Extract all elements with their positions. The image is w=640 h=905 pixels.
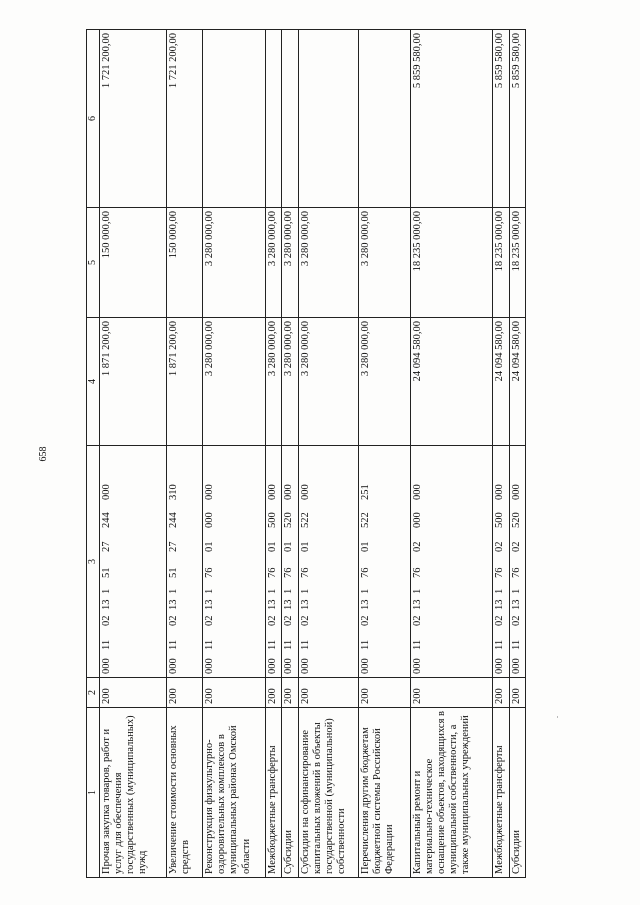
code-segment: 000 — [412, 658, 424, 674]
code-segment: 522 — [299, 512, 311, 528]
code-segment: 13 — [167, 599, 179, 610]
row-name-cell: Субсидии — [509, 708, 525, 878]
code-segment: 1 — [167, 588, 179, 594]
code-segment: 13 — [267, 599, 279, 610]
code-segment: 522 — [360, 512, 372, 528]
header-col-4: 4 — [87, 318, 100, 446]
row-name-cell: Субсидии — [282, 708, 298, 878]
budget-table-region — [86, 30, 526, 878]
code-segment: 13 — [100, 599, 112, 610]
budget-table — [86, 29, 526, 878]
row-admin-cell: 200 — [282, 678, 298, 708]
code-segment: 02 — [204, 615, 216, 626]
code-segment: 1 — [510, 588, 522, 594]
code-segment: 000 — [283, 658, 295, 674]
code-segment: 244 — [100, 512, 112, 528]
code-segment: 000 — [299, 484, 311, 500]
code-segment: 76 — [510, 567, 522, 578]
row-admin-cell: 200 — [99, 678, 166, 708]
row-amount-v6 — [298, 30, 359, 208]
code-segment: 000 — [100, 658, 112, 674]
code-segment: 27 — [100, 541, 112, 552]
header-col-6: 6 — [87, 30, 100, 208]
code-segment: 13 — [283, 599, 295, 610]
code-segment: 02 — [494, 615, 506, 626]
row-admin-cell: 200 — [203, 678, 266, 708]
row-name-cell: Прочая закупка товаров, работ и услуг для обеспечения государственных (муниципальных) нужд — [99, 708, 166, 878]
row-code-cell — [203, 446, 266, 678]
row-code-cell — [509, 446, 525, 678]
code-segment: 11 — [267, 639, 279, 650]
code-segment: 11 — [412, 639, 424, 650]
code-segment: 000 — [360, 658, 372, 674]
row-amount-v4: 24 094 580,00 — [411, 318, 493, 446]
row-amount-v6: 1 721 200,00 — [99, 30, 166, 208]
code-segment: 11 — [100, 639, 112, 650]
row-amount-v4: 3 280 000,00 — [298, 318, 359, 446]
code-segment: 02 — [360, 615, 372, 626]
row-amount-v5: 3 280 000,00 — [282, 208, 298, 318]
code-segment: 1 — [494, 588, 506, 594]
row-amount-v4: 24 094 580,00 — [493, 318, 509, 446]
row-amount-v6: 1 721 200,00 — [166, 30, 203, 208]
code-segment: 76 — [283, 567, 295, 578]
code-segment: 11 — [283, 639, 295, 650]
code-segment: 000 — [510, 484, 522, 500]
row-admin-cell: 200 — [493, 678, 509, 708]
code-segment: 520 — [283, 512, 295, 528]
code-segment: 500 — [494, 512, 506, 528]
code-segment: 01 — [283, 541, 295, 552]
code-segment: 02 — [100, 615, 112, 626]
row-amount-v5: 150 000,00 — [166, 208, 203, 318]
table-row — [266, 30, 282, 878]
row-name-cell: Межбюджетные трансферты — [266, 708, 282, 878]
code-segment: 27 — [167, 541, 179, 552]
code-segment: 76 — [204, 567, 216, 578]
row-code-cell — [282, 446, 298, 678]
code-segment: 01 — [360, 541, 372, 552]
row-amount-v4: 3 280 000,00 — [282, 318, 298, 446]
code-segment: 02 — [167, 615, 179, 626]
row-admin-cell: 200 — [266, 678, 282, 708]
row-name-cell: Субсидии на софинансирование капитальных вложений в объекты государственной (муниципальной) собственности — [298, 708, 359, 878]
row-amount-v4: 1 871 200,00 — [99, 318, 166, 446]
row-amount-v5: 18 235 000,00 — [509, 208, 525, 318]
code-segment: 000 — [299, 658, 311, 674]
row-name-cell: Перечисления другим бюджетам бюджетной системы Российской Федерации — [359, 708, 411, 878]
header-col-3: 3 — [87, 446, 100, 678]
row-amount-v4: 3 280 000,00 — [203, 318, 266, 446]
code-segment: 02 — [299, 615, 311, 626]
header-row — [87, 30, 100, 878]
code-segment: 310 — [167, 484, 179, 500]
code-segment: 02 — [412, 541, 424, 552]
code-segment: 51 — [167, 567, 179, 578]
code-segment: 500 — [267, 512, 279, 528]
row-amount-v6: 5 859 580,00 — [411, 30, 493, 208]
row-name-cell: Увеличение стоимости основных средств — [166, 708, 203, 878]
row-code-cell — [359, 446, 411, 678]
code-segment: 11 — [494, 639, 506, 650]
code-segment: 1 — [360, 588, 372, 594]
row-code-cell — [298, 446, 359, 678]
row-admin-cell: 200 — [298, 678, 359, 708]
code-segment: 11 — [204, 639, 216, 650]
code-segment: 000 — [494, 658, 506, 674]
code-segment: 13 — [412, 599, 424, 610]
code-segment: 02 — [510, 541, 522, 552]
code-segment: 01 — [267, 541, 279, 552]
code-segment: 11 — [167, 639, 179, 650]
code-segment: 1 — [267, 588, 279, 594]
code-segment: 13 — [204, 599, 216, 610]
row-name-cell: Реконструкция физкультурно-оздоровительных комплексов в муниципальных районах Омской области — [203, 708, 266, 878]
row-code-cell — [99, 446, 166, 678]
code-segment: 13 — [360, 599, 372, 610]
code-segment: 1 — [412, 588, 424, 594]
table-row — [509, 30, 525, 878]
scan-speck — [557, 716, 558, 718]
code-segment: 000 — [100, 484, 112, 500]
code-segment: 13 — [510, 599, 522, 610]
code-segment: 244 — [167, 512, 179, 528]
code-segment: 000 — [494, 484, 506, 500]
row-code-cell — [166, 446, 203, 678]
row-admin-cell: 200 — [509, 678, 525, 708]
code-segment: 000 — [412, 484, 424, 500]
code-segment: 02 — [283, 615, 295, 626]
header-col-1: 1 — [87, 708, 100, 878]
code-segment: 520 — [510, 512, 522, 528]
row-amount-v5: 3 280 000,00 — [359, 208, 411, 318]
code-segment: 1 — [204, 588, 216, 594]
table-row — [203, 30, 266, 878]
code-segment: 02 — [494, 541, 506, 552]
code-segment: 000 — [204, 484, 216, 500]
code-segment: 1 — [299, 588, 311, 594]
row-amount-v6 — [282, 30, 298, 208]
code-segment: 76 — [299, 567, 311, 578]
row-amount-v5: 3 280 000,00 — [298, 208, 359, 318]
row-code-cell — [411, 446, 493, 678]
page-number: 658 — [38, 446, 49, 462]
code-segment: 000 — [267, 658, 279, 674]
code-segment: 51 — [100, 567, 112, 578]
code-segment: 000 — [283, 484, 295, 500]
table-body — [99, 30, 526, 878]
row-code-cell — [266, 446, 282, 678]
code-segment: 1 — [100, 588, 112, 594]
row-admin-cell: 200 — [411, 678, 493, 708]
row-amount-v6 — [266, 30, 282, 208]
code-segment: 000 — [167, 658, 179, 674]
row-amount-v5: 3 280 000,00 — [266, 208, 282, 318]
table-row — [359, 30, 411, 878]
code-segment: 76 — [267, 567, 279, 578]
table-row — [298, 30, 359, 878]
row-code-cell — [493, 446, 509, 678]
code-segment: 251 — [360, 484, 372, 500]
row-admin-cell: 200 — [359, 678, 411, 708]
code-segment: 76 — [494, 567, 506, 578]
row-amount-v5: 3 280 000,00 — [203, 208, 266, 318]
table-row — [411, 30, 493, 878]
code-segment: 02 — [510, 615, 522, 626]
code-segment: 02 — [267, 615, 279, 626]
code-segment: 000 — [412, 512, 424, 528]
row-amount-v6 — [203, 30, 266, 208]
code-segment: 13 — [494, 599, 506, 610]
code-segment: 02 — [412, 615, 424, 626]
row-name-cell: Межбюджетные трансферты — [493, 708, 509, 878]
code-segment: 01 — [299, 541, 311, 552]
code-segment: 13 — [299, 599, 311, 610]
row-amount-v5: 18 235 000,00 — [493, 208, 509, 318]
code-segment: 000 — [510, 658, 522, 674]
code-segment: 11 — [510, 639, 522, 650]
row-amount-v4: 24 094 580,00 — [509, 318, 525, 446]
code-segment: 76 — [412, 567, 424, 578]
code-segment: 000 — [204, 658, 216, 674]
code-segment: 11 — [360, 639, 372, 650]
row-name-cell: Капитальный ремонт и материально-техническое оснащение объектов, находящихся в муниципальной собственности, а также муниципальных учреждений — [411, 708, 493, 878]
row-amount-v4: 3 280 000,00 — [266, 318, 282, 446]
code-segment: 76 — [360, 567, 372, 578]
code-segment: 1 — [283, 588, 295, 594]
table-row — [99, 30, 166, 878]
row-amount-v4: 3 280 000,00 — [359, 318, 411, 446]
row-amount-v5: 18 235 000,00 — [411, 208, 493, 318]
header-col-5: 5 — [87, 208, 100, 318]
row-amount-v6 — [359, 30, 411, 208]
row-amount-v5: 150 000,00 — [99, 208, 166, 318]
row-admin-cell: 200 — [166, 678, 203, 708]
table-row — [493, 30, 509, 878]
code-segment: 01 — [204, 541, 216, 552]
code-segment: 000 — [204, 512, 216, 528]
header-col-2: 2 — [87, 678, 100, 708]
code-segment: 11 — [299, 639, 311, 650]
table-row — [282, 30, 298, 878]
row-amount-v6: 5 859 580,00 — [509, 30, 525, 208]
table-row — [166, 30, 203, 878]
code-segment: 000 — [267, 484, 279, 500]
row-amount-v4: 1 871 200,00 — [166, 318, 203, 446]
row-amount-v6: 5 859 580,00 — [493, 30, 509, 208]
